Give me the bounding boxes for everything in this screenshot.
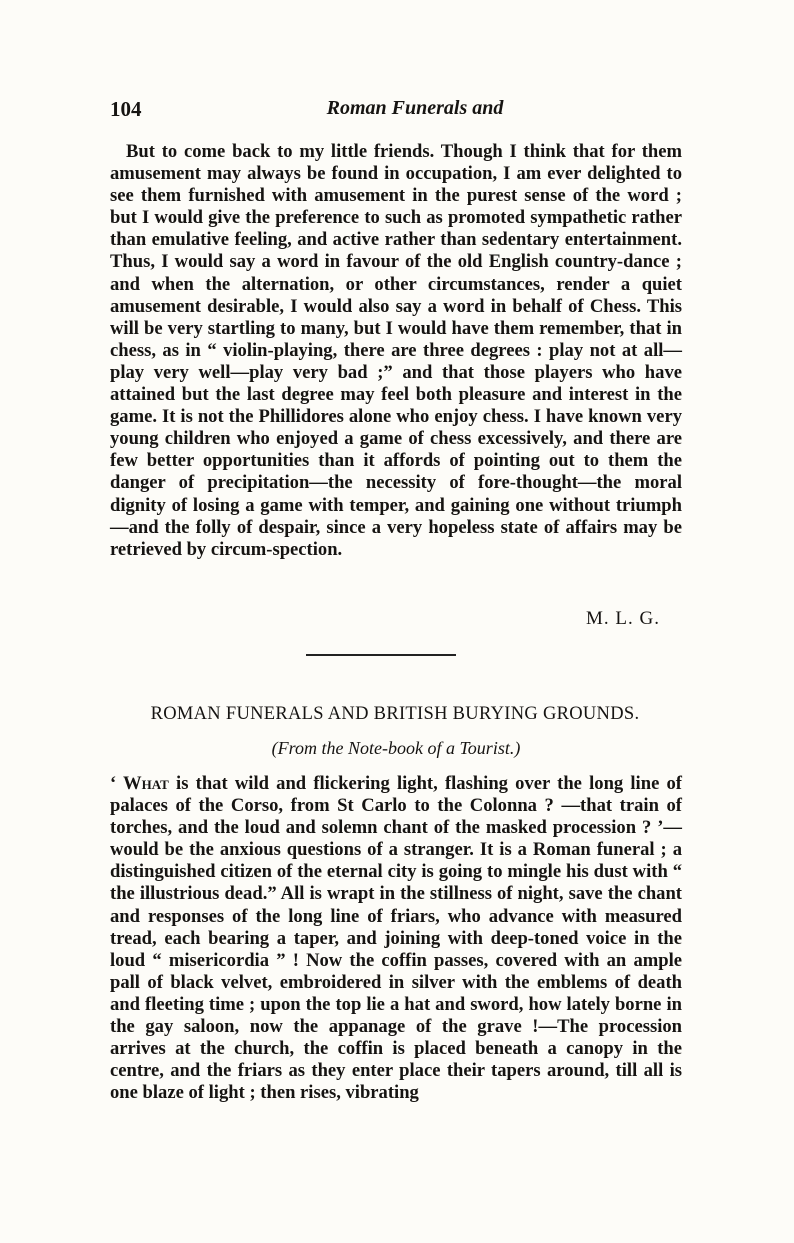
author-signature: M. L. G. xyxy=(586,608,660,629)
page-number: 104 xyxy=(110,97,142,121)
paragraph-body: is that wild and flickering light, flashing over the long line of palaces of the Corso, from St Carlo to the Colonna ? —that train of torches, and the loud and solemn chant of the masked procession ? ’—would be the anxious questions of a stranger. It is a Roman funeral ; a distinguished citizen of the eternal city is going to mingle his dust with “ the illustrious dead.” All is wrapt in the stillness of night, save the chant and responses of the long line of friars, who advance with measured tread, each bearing a taper, and joining with deep-toned voice in the loud “ misericordia ” ! Now the coffin passes, covered with an ample pall of black velvet, embroidered in silver with the emblems of death and fleeting time ; upon the top lie a hat and sword, how lately borne in the gay saloon, now the appanage of the grave !—The procession arrives at the church, the coffin is placed beneath a canopy in the centre, and the friars as they enter place their tapers around, till all is one blaze of light ; then rises, vibrating xyxy=(110,773,682,1104)
running-head xyxy=(110,97,680,125)
paragraph-chess xyxy=(110,141,682,561)
article-title: ROMAN FUNERALS AND BRITISH BURYING GROUNDS. xyxy=(150,704,640,724)
section-divider xyxy=(306,654,456,656)
paragraph-text xyxy=(110,773,682,1104)
running-title: Roman Funerals and xyxy=(326,97,504,119)
paragraph-text: But to come back to my little friends. Though I think that for them amusement may always be found in occupation, I am ever delighted to see them furnished with amusement in the purest sense of the word ; but I would give the preference to such as promoted sympathetic rather than emulative feeling, and active rather than sedentary entertainment. Thus, I would say a word in favour of the old English country-dance ; and when the alternation, or other circumstances, render a quiet amusement desirable, I would also say a word in behalf of Chess. This will be very startling to many, but I would have them remember, that in chess, as in “ violin-playing, there are three degrees : play not at all—play very well—play very bad ;” and that those players who have attained but the last degree may feel both pleasure and interest in the game. It is not the Phillidores alone who enjoy chess. I have known very young children who enjoyed a game of chess excessively, and there are few better opportunities than it affords of pointing out to them the danger of precipitation—the necessity of fore-thought—the moral dignity of losing a game with temper, and gaining one without triumph—and the folly of despair, since a very hopeless state of affairs may be retrieved by circum-spection. xyxy=(110,141,682,560)
article-subtitle: (From the Note-book of a Tourist.) xyxy=(271,738,521,758)
paragraph-lead-in: ‘ What xyxy=(110,773,169,794)
paragraph-roman-funeral xyxy=(110,773,682,1104)
